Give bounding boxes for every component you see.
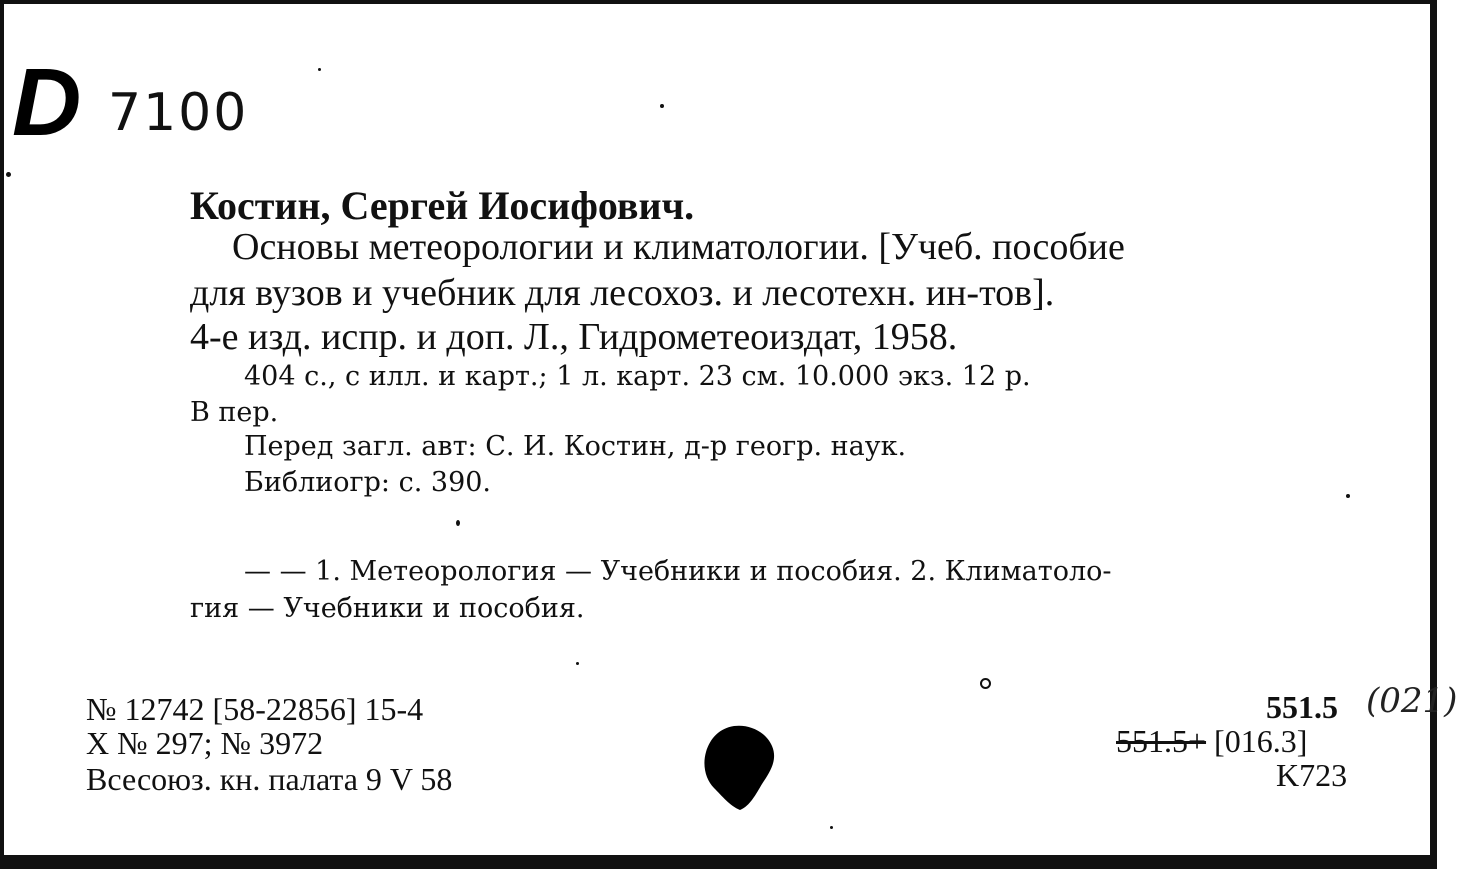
handwritten-classification: (021) bbox=[1366, 681, 1457, 721]
card-border-bottom bbox=[0, 855, 1437, 869]
card-border-top bbox=[0, 0, 1437, 4]
ink-speck bbox=[830, 826, 833, 829]
author-mark: K723 bbox=[1276, 757, 1348, 793]
ink-speck bbox=[1346, 494, 1350, 498]
subject-headings-line-2: гия — Учебники и пособия. bbox=[190, 593, 585, 624]
ink-speck bbox=[456, 520, 460, 526]
stamp-letter: D bbox=[12, 49, 82, 156]
ink-speck bbox=[660, 104, 664, 108]
ink-blot bbox=[700, 722, 780, 812]
register-number-line: X № 297; № 3972 bbox=[86, 725, 324, 761]
note-author-line: Перед загл. авт: С. И. Костин, д-р геогр. наук. bbox=[244, 431, 907, 462]
struck-classification: 551.5+ bbox=[1116, 723, 1207, 759]
udc-classification: 551.5 bbox=[1266, 689, 1338, 725]
old-classification bbox=[1116, 722, 1307, 760]
ink-speck bbox=[6, 172, 11, 177]
card-border-left bbox=[0, 0, 4, 869]
old-classification-bracket: [016.3] bbox=[1214, 723, 1308, 759]
author-heading: Костин, Сергей Иосифович. bbox=[190, 183, 695, 228]
publisher-chamber-line: Всесоюз. кн. палата 9 V 58 bbox=[86, 761, 453, 797]
ink-speck bbox=[318, 68, 321, 71]
ink-speck bbox=[576, 662, 579, 665]
card-number-line: № 12742 [58-22856] 15-4 bbox=[86, 691, 424, 727]
stamp-number: 7100 bbox=[108, 83, 249, 143]
note-bibliography-line: Библиогр: с. 390. bbox=[244, 467, 492, 498]
small-circle-mark bbox=[980, 678, 991, 689]
imprint-line: 4-е изд. испр. и доп. Л., Гидрометеоиздат, 1958. bbox=[190, 316, 958, 358]
subject-headings-line-1: — — 1. Метеорология — Учебники и пособия. 2. Климатоло- bbox=[244, 556, 1112, 587]
card-border-right bbox=[1430, 0, 1437, 869]
physical-description-line: 404 с., с илл. и карт.; 1 л. карт. 23 см. 10.000 экз. 12 р. bbox=[244, 361, 1031, 392]
title-line-1: Основы метеорологии и климатологии. [Учеб. пособие bbox=[232, 226, 1125, 268]
binding-line: В пер. bbox=[190, 397, 279, 428]
title-line-2: для вузов и учебник для лесохоз. и лесотехн. ин-тов]. bbox=[190, 272, 1055, 314]
